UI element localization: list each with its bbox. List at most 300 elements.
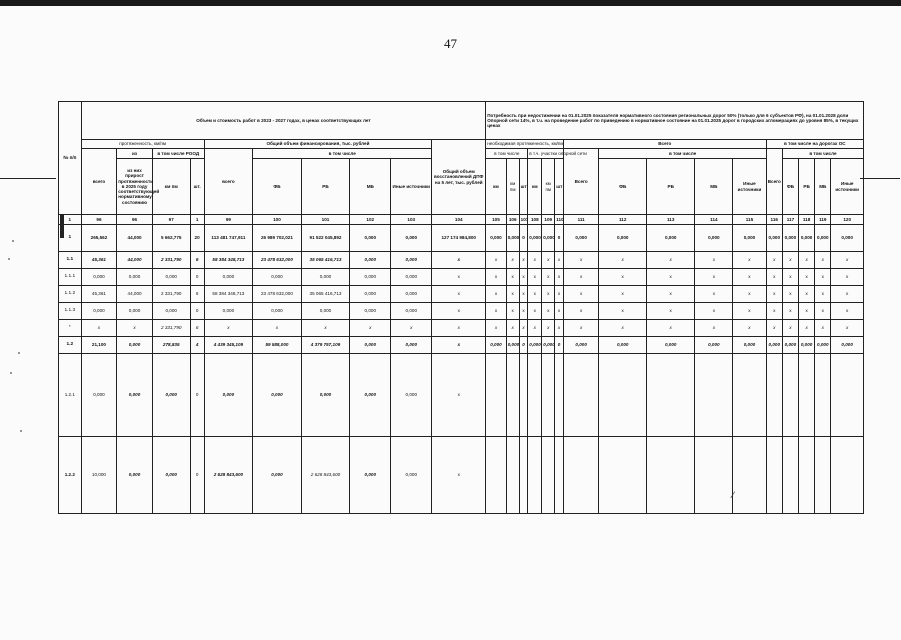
cell-fin-all: 0,000 xyxy=(204,303,253,320)
cell-len-sht: 0 xyxy=(190,437,204,514)
cell-o: 0,000 xyxy=(799,337,815,354)
cell-o: 0,000 xyxy=(782,225,798,252)
finance-group-header: Общий объем финансирования, тыс. рублей xyxy=(204,140,432,149)
cell-n: 0 xyxy=(555,225,564,252)
column-number: 110 xyxy=(555,215,564,225)
cell-rb: x xyxy=(301,320,350,337)
cell-empty xyxy=(563,354,599,437)
cell-o: x xyxy=(831,286,864,303)
scan-mark xyxy=(860,178,900,179)
cell-o: x xyxy=(766,320,782,337)
cell-o: x xyxy=(815,252,831,269)
cell-fb: 0,000 xyxy=(253,269,302,286)
cell-other: 0,000 xyxy=(391,354,432,437)
cell-n: x xyxy=(519,320,528,337)
cell-mb: 0,000 xyxy=(350,337,391,354)
fin-os-incl-header: в том числе xyxy=(782,149,863,159)
column-number: 111 xyxy=(563,215,599,225)
need-sht-header: шт xyxy=(519,159,528,215)
cell-rb: 35 065 416,713 xyxy=(301,286,350,303)
cell-o: x xyxy=(782,269,798,286)
cell-len-km: 2 331,790 xyxy=(152,320,190,337)
financing-table xyxy=(58,101,864,514)
need-opor-km-header: км xyxy=(528,159,542,215)
cell-n: x xyxy=(528,320,542,337)
column-number: 119 xyxy=(815,215,831,225)
row-id: 1.2.2 xyxy=(59,437,82,514)
cell-n: 0,000 xyxy=(542,225,555,252)
cell-n: x xyxy=(506,252,519,269)
cell-o: x xyxy=(782,303,798,320)
cell-len-sht: 6 xyxy=(190,320,204,337)
cell-f: x xyxy=(646,252,695,269)
cell-f: x xyxy=(733,303,766,320)
column-number: 116 xyxy=(766,215,782,225)
cell-n: x xyxy=(542,269,555,286)
cell-fin-all: 2 628 843,600 xyxy=(204,437,253,514)
cell-o: x xyxy=(766,252,782,269)
cell-f: x xyxy=(563,320,599,337)
cell-total: 127 174 984,800 xyxy=(432,225,486,252)
cell-n: x xyxy=(506,303,519,320)
fin-need-mb-header: МБ xyxy=(695,159,733,215)
finance-all-header: всего xyxy=(204,149,253,215)
cell-other: 0,000 xyxy=(391,252,432,269)
cell-o: 0,000 xyxy=(766,337,782,354)
cell-f: x xyxy=(563,286,599,303)
cell-o: 0,000 xyxy=(815,225,831,252)
cell-len-sht: 20 xyxy=(190,225,204,252)
cell-o: 0,000 xyxy=(815,337,831,354)
cell-f: 0,000 xyxy=(646,337,695,354)
cell-rb: 35 065 416,713 xyxy=(301,252,350,269)
cell-len-pct: 0,000 xyxy=(117,269,153,286)
cell-empty xyxy=(542,437,555,514)
cell-len-pct: 44,000 xyxy=(117,252,153,269)
cell-n: x xyxy=(555,252,564,269)
column-number: 104 xyxy=(432,215,486,225)
cell-f: x xyxy=(599,269,646,286)
column-number: 102 xyxy=(350,215,391,225)
cell-o: 0,000 xyxy=(831,337,864,354)
cell-mb: 0,000 xyxy=(350,225,391,252)
row-id: 1.1 xyxy=(59,252,82,269)
cell-fb: 0,000 xyxy=(253,354,302,437)
cell-n: 0 xyxy=(519,337,528,354)
cell-empty xyxy=(782,437,798,514)
cell-len-all: 265,562 xyxy=(81,225,117,252)
cell-o: 0,000 xyxy=(799,225,815,252)
fin-need-all-header: Всего xyxy=(563,149,599,215)
fin-mb-header: МБ xyxy=(350,159,391,215)
cell-f: x xyxy=(563,252,599,269)
cell-empty xyxy=(519,354,528,437)
cell-rb: 4 379 757,109 xyxy=(301,337,350,354)
cell-len-all: 45,361 xyxy=(81,286,117,303)
row-id: 1.1.2 xyxy=(59,286,82,303)
column-number: 97 xyxy=(152,215,190,225)
cell-empty xyxy=(831,354,864,437)
cell-fin-all: 0,000 xyxy=(204,354,253,437)
cell-fb: 0,000 xyxy=(253,303,302,320)
cell-n: x xyxy=(519,303,528,320)
cell-o: x xyxy=(782,320,798,337)
cell-o: 0,000 xyxy=(831,225,864,252)
cell-empty xyxy=(799,354,815,437)
cell-total: x xyxy=(432,286,486,303)
cell-n: x xyxy=(519,286,528,303)
need-opor-sht-header: шт xyxy=(555,159,564,215)
cell-f: x xyxy=(599,252,646,269)
cell-len-all: 0,000 xyxy=(81,269,117,286)
cell-fb: 23 478 632,000 xyxy=(253,286,302,303)
cell-len-km: 0,000 xyxy=(152,354,190,437)
cell-o: x xyxy=(799,269,815,286)
cell-empty xyxy=(646,437,695,514)
cell-len-pct: 0,000 xyxy=(117,354,153,437)
row-id: 1.2 xyxy=(59,337,82,354)
cell-mb: x xyxy=(350,320,391,337)
cell-fb: x xyxy=(253,320,302,337)
row-id: 1.2.1 xyxy=(59,354,82,437)
column-number: 117 xyxy=(782,215,798,225)
cell-len-sht: 0 xyxy=(190,303,204,320)
cell-empty xyxy=(695,437,733,514)
cell-len-all: 45,361 xyxy=(81,252,117,269)
cell-total: x xyxy=(432,252,486,269)
fin-need-incl-header: в том числе xyxy=(599,149,766,159)
cell-len-sht: 4 xyxy=(190,337,204,354)
cell-empty xyxy=(519,437,528,514)
cell-len-sht: 0 xyxy=(190,269,204,286)
volume-title: Объем и стоимость работ в 2023 - 2027 годах, в ценах соответствующих лет xyxy=(81,102,486,140)
cell-f: x xyxy=(646,286,695,303)
cell-empty xyxy=(599,354,646,437)
cell-empty xyxy=(815,437,831,514)
cell-f: 0,000 xyxy=(563,225,599,252)
cell-o: x xyxy=(799,252,815,269)
cell-f: x xyxy=(695,269,733,286)
cell-n: x xyxy=(542,303,555,320)
column-number: 106 xyxy=(506,215,519,225)
cell-o: x xyxy=(782,286,798,303)
cell-other: 0,000 xyxy=(391,286,432,303)
cell-f: x xyxy=(646,320,695,337)
cell-len-all: 0,000 xyxy=(81,354,117,437)
row-id: 1.1.1 xyxy=(59,269,82,286)
cell-empty xyxy=(542,354,555,437)
cell-fin-all: 113 481 747,911 xyxy=(204,225,253,252)
cell-f: x xyxy=(646,303,695,320)
cell-total: x xyxy=(432,269,486,286)
cell-empty xyxy=(766,354,782,437)
cell-f: 0,000 xyxy=(563,337,599,354)
cell-f: 0,000 xyxy=(733,337,766,354)
cell-empty xyxy=(486,354,507,437)
cell-o: x xyxy=(766,286,782,303)
cell-o: x xyxy=(815,320,831,337)
need-km-header: км xyxy=(486,159,507,215)
column-number: 99 xyxy=(204,215,253,225)
cell-f: x xyxy=(599,320,646,337)
cell-other: 0,000 xyxy=(391,337,432,354)
fin-os-mb-header: МБ xyxy=(815,159,831,215)
cell-fb: 59 588,000 xyxy=(253,337,302,354)
cell-n: 0,000 xyxy=(506,337,519,354)
column-number: 1 xyxy=(59,215,82,225)
total-volume-header: Общий объем восстановлений ДПФ на 5 лет, тыс. рублей xyxy=(432,140,486,215)
cell-f: x xyxy=(646,269,695,286)
cell-mb: 0,000 xyxy=(350,303,391,320)
cell-o: x xyxy=(799,286,815,303)
cell-o: x xyxy=(766,303,782,320)
cell-n: x xyxy=(506,269,519,286)
cell-f: 0,000 xyxy=(695,225,733,252)
cell-empty xyxy=(528,437,542,514)
cell-n: 0,000 xyxy=(486,337,507,354)
cell-rb: 0,000 xyxy=(301,303,350,320)
cell-rb: 91 522 045,892 xyxy=(301,225,350,252)
cell-o: x xyxy=(799,320,815,337)
fin-need-other-header: Иные источники xyxy=(733,159,766,215)
cell-other: 0,000 xyxy=(391,437,432,514)
scan-speck xyxy=(10,372,12,374)
cell-empty xyxy=(506,354,519,437)
cell-other: 0,000 xyxy=(391,225,432,252)
cell-fb: 26 989 702,021 xyxy=(253,225,302,252)
cell-n: x xyxy=(542,320,555,337)
need-opor-header: в т.ч. участки опорной сети xyxy=(528,149,564,159)
cell-f: x xyxy=(695,286,733,303)
cell-f: 0,000 xyxy=(599,225,646,252)
cell-o: x xyxy=(831,303,864,320)
cell-n: x xyxy=(506,286,519,303)
cell-empty xyxy=(733,354,766,437)
cell-other: x xyxy=(391,320,432,337)
cell-mb: 0,000 xyxy=(350,354,391,437)
cell-rb: 0,000 xyxy=(301,269,350,286)
length-pct-header: из них прирост протяженности в 2025 году соответствующей нормативному состоянию xyxy=(117,159,153,215)
cell-n: x xyxy=(486,286,507,303)
length-sht-header: шт. xyxy=(190,159,204,215)
cell-f: x xyxy=(695,252,733,269)
cell-mb: 0,000 xyxy=(350,252,391,269)
need-opor-kmpm-header: км пм xyxy=(542,159,555,215)
cell-n: x xyxy=(542,252,555,269)
page-number: 47 xyxy=(444,36,457,51)
cell-n: x xyxy=(528,303,542,320)
cell-total: x xyxy=(432,303,486,320)
cell-empty xyxy=(555,437,564,514)
cell-empty xyxy=(506,437,519,514)
fin-os-rb-header: РБ xyxy=(799,159,815,215)
cell-n: 0 xyxy=(519,225,528,252)
cell-f: 0,000 xyxy=(695,337,733,354)
cell-n: 0,000 xyxy=(542,337,555,354)
cell-empty xyxy=(799,437,815,514)
cell-n: x xyxy=(528,286,542,303)
cell-len-all: 0,000 xyxy=(81,303,117,320)
cell-len-all: x xyxy=(81,320,117,337)
cell-len-all: 10,000 xyxy=(81,437,117,514)
cell-f: x xyxy=(563,269,599,286)
scan-speck xyxy=(18,352,20,354)
cell-empty xyxy=(555,354,564,437)
cell-f: x xyxy=(695,303,733,320)
cell-rb: 2 628 843,600 xyxy=(301,437,350,514)
column-number: 96 xyxy=(117,215,153,225)
cell-o: 0,000 xyxy=(782,337,798,354)
cell-o: x xyxy=(766,269,782,286)
cell-len-km: 278,835 xyxy=(152,337,190,354)
need-incl-header: в том числе xyxy=(486,149,528,159)
length-km-header: км пм xyxy=(152,159,190,215)
cell-len-pct: 0,000 xyxy=(117,437,153,514)
cell-empty xyxy=(563,437,599,514)
cell-empty xyxy=(766,437,782,514)
cell-f: x xyxy=(733,252,766,269)
cell-o: x xyxy=(831,269,864,286)
scan-speck xyxy=(20,430,22,432)
cell-total: x xyxy=(432,354,486,437)
cell-empty xyxy=(646,354,695,437)
finance-incl-header: в том числе xyxy=(253,149,432,159)
cell-other: 0,000 xyxy=(391,269,432,286)
cell-f: x xyxy=(695,320,733,337)
cell-o: 0,000 xyxy=(766,225,782,252)
cell-n: x xyxy=(486,303,507,320)
cell-len-pct: x xyxy=(117,320,153,337)
cell-len-pct: 44,000 xyxy=(117,286,153,303)
cell-n: 0 xyxy=(555,337,564,354)
cell-fb: 23 478 632,000 xyxy=(253,252,302,269)
cell-total: x xyxy=(432,437,486,514)
cell-f: x xyxy=(599,303,646,320)
cell-f: 0,000 xyxy=(646,225,695,252)
cell-fin-all: 4 439 345,109 xyxy=(204,337,253,354)
cell-fin-all: 58 384 348,713 xyxy=(204,286,253,303)
cell-n: x xyxy=(486,252,507,269)
cell-n: x xyxy=(555,303,564,320)
cell-n: x xyxy=(486,269,507,286)
row-id: * xyxy=(59,320,82,337)
cell-empty xyxy=(782,354,798,437)
need-kmpm-header: км пм xyxy=(506,159,519,215)
cell-len-pct: 0,000 xyxy=(117,337,153,354)
fin-os-other-header: Иные источники xyxy=(831,159,864,215)
scan-speck xyxy=(8,258,10,260)
cell-o: x xyxy=(815,303,831,320)
fin-need-opor-group: в том числе на дорогах ОС xyxy=(766,140,863,149)
fin-need-rb-header: РБ xyxy=(646,159,695,215)
cell-n: 0,000 xyxy=(506,225,519,252)
cell-n: 0,000 xyxy=(528,225,542,252)
cell-fin-all: 58 384 348,713 xyxy=(204,252,253,269)
fin-need-all-group: Всего xyxy=(563,140,766,149)
cell-mb: 0,000 xyxy=(350,437,391,514)
column-number: 118 xyxy=(799,215,815,225)
cell-len-km: 0,000 xyxy=(152,437,190,514)
cell-mb: 0,000 xyxy=(350,286,391,303)
row-id: 1 xyxy=(59,225,82,252)
scan-top-edge xyxy=(0,0,901,6)
cell-fin-all: x xyxy=(204,320,253,337)
fin-os-all-header: Всего xyxy=(766,149,782,215)
cell-len-sht: 6 xyxy=(190,252,204,269)
cell-f: x xyxy=(563,303,599,320)
cell-total: x xyxy=(432,320,486,337)
column-number: 108 xyxy=(528,215,542,225)
cell-total: x xyxy=(432,337,486,354)
pen-mark: ⁄ xyxy=(732,491,734,501)
cell-fin-all: 0,000 xyxy=(204,269,253,286)
column-number: 1 xyxy=(190,215,204,225)
cell-n: x xyxy=(528,252,542,269)
indicator-title: Потребность при недостижении на 01.01.2025 показателя нормативного состояния региональных дорог 50% (только для 6 субъектов РФ), на 01.01.2028 доли Опорной сети 14%, в т.ч. на проведение работ по приведению в нормативное состояние на 01.01.2025 дорог в городских агломерациях до уровня 85%, в текущих ценах xyxy=(486,102,864,140)
cell-n: x xyxy=(486,320,507,337)
cell-len-sht: 0 xyxy=(190,354,204,437)
fin-other-header: Иные источники xyxy=(391,159,432,215)
cell-empty xyxy=(486,437,507,514)
fin-fb-header: ФБ xyxy=(253,159,302,215)
cell-len-all: 21,100 xyxy=(81,337,117,354)
cell-n: x xyxy=(555,286,564,303)
cell-n: x xyxy=(528,269,542,286)
cell-empty xyxy=(599,437,646,514)
cell-len-km: 2 331,790 xyxy=(152,286,190,303)
cell-n: x xyxy=(555,320,564,337)
cell-f: 0,000 xyxy=(733,225,766,252)
column-number: 113 xyxy=(646,215,695,225)
cell-empty xyxy=(831,437,864,514)
cell-f: x xyxy=(599,286,646,303)
col-header-no: № п/п xyxy=(59,102,82,215)
length-group-header: протяженность, км/пм xyxy=(81,140,204,149)
cell-n: 0,000 xyxy=(528,337,542,354)
cell-n: x xyxy=(555,269,564,286)
cell-o: x xyxy=(815,286,831,303)
need-length-header: необходимая протяженность, км/пм xyxy=(486,140,564,149)
cell-o: x xyxy=(815,269,831,286)
fin-rb-header: РБ xyxy=(301,159,350,215)
cell-f: x xyxy=(733,269,766,286)
cell-o: x xyxy=(831,252,864,269)
cell-f: 0,000 xyxy=(599,337,646,354)
column-number: 120 xyxy=(831,215,864,225)
cell-n: x xyxy=(542,286,555,303)
cell-f: x xyxy=(733,286,766,303)
cell-mb: 0,000 xyxy=(350,269,391,286)
cell-n: x xyxy=(519,269,528,286)
column-number: 101 xyxy=(301,215,350,225)
cell-len-pct: 0,000 xyxy=(117,303,153,320)
cell-o: x xyxy=(782,252,798,269)
cell-f: x xyxy=(733,320,766,337)
cell-fb: 0,000 xyxy=(253,437,302,514)
column-number: 109 xyxy=(542,215,555,225)
scan-mark xyxy=(0,178,56,179)
cell-o: x xyxy=(831,320,864,337)
fin-need-fb-header: ФБ xyxy=(599,159,646,215)
fin-os-fb-header: ФБ xyxy=(782,159,798,215)
cell-n: x xyxy=(519,252,528,269)
cell-n: x xyxy=(506,320,519,337)
cell-empty xyxy=(528,354,542,437)
cell-other: 0,000 xyxy=(391,303,432,320)
cell-rb: 0,000 xyxy=(301,354,350,437)
column-number: 115 xyxy=(733,215,766,225)
cell-len-km: 0,000 xyxy=(152,269,190,286)
